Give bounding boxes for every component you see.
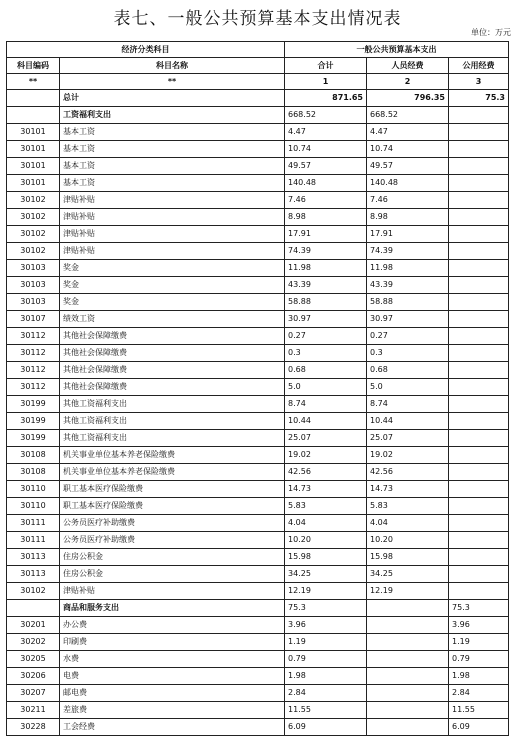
row-code: 30102 [7, 192, 60, 209]
header-total: 合计 [285, 58, 367, 74]
table-row [7, 226, 509, 243]
row-name: 印刷费 [60, 634, 285, 651]
row-personnel: 25.07 [367, 430, 449, 447]
table-row [7, 413, 509, 430]
row-name: 基本工资 [60, 141, 285, 158]
row-code: 30201 [7, 617, 60, 634]
header-personnel: 人员经费 [367, 58, 449, 74]
row-public [449, 498, 509, 515]
table-row [7, 566, 509, 583]
row-total: 43.39 [285, 277, 367, 294]
row-name: 基本工资 [60, 124, 285, 141]
row-code: 30108 [7, 447, 60, 464]
row-total: 14.73 [285, 481, 367, 498]
budget-table [6, 41, 509, 736]
row-total: 4.47 [285, 124, 367, 141]
header-col3: 3 [449, 74, 509, 90]
row-name: 电费 [60, 668, 285, 685]
row-name: 工资福利支出 [60, 107, 285, 124]
row-name: 公务员医疗补助缴费 [60, 515, 285, 532]
row-code [7, 107, 60, 124]
row-personnel [367, 634, 449, 651]
summary-total: 871.65 [285, 90, 367, 107]
row-personnel: 34.25 [367, 566, 449, 583]
row-name: 其他社会保障缴费 [60, 379, 285, 396]
row-total: 34.25 [285, 566, 367, 583]
row-personnel: 8.98 [367, 209, 449, 226]
row-total: 8.98 [285, 209, 367, 226]
row-name: 水费 [60, 651, 285, 668]
unit-label: 单位：万元 [471, 28, 511, 37]
row-total: 0.3 [285, 345, 367, 362]
table-row [7, 243, 509, 260]
row-code: 30102 [7, 226, 60, 243]
row-public: 0.79 [449, 651, 509, 668]
row-code: 30199 [7, 413, 60, 430]
row-public: 1.19 [449, 634, 509, 651]
row-total: 75.3 [285, 600, 367, 617]
row-total: 5.0 [285, 379, 367, 396]
table-row [7, 209, 509, 226]
row-personnel: 140.48 [367, 175, 449, 192]
page-title: 表七、一般公共预算基本支出情况表 [113, 9, 402, 29]
row-total: 30.97 [285, 311, 367, 328]
table-row [7, 345, 509, 362]
table-row [7, 396, 509, 413]
table-row [7, 175, 509, 192]
row-code: 30102 [7, 209, 60, 226]
row-public [449, 141, 509, 158]
row-code: 30112 [7, 362, 60, 379]
row-code: 30202 [7, 634, 60, 651]
row-public [449, 209, 509, 226]
row-total: 10.74 [285, 141, 367, 158]
row-public [449, 413, 509, 430]
table-row [7, 328, 509, 345]
row-name: 机关事业单位基本养老保险缴费 [60, 464, 285, 481]
row-public [449, 311, 509, 328]
row-public [449, 583, 509, 600]
row-code: 30113 [7, 549, 60, 566]
row-public [449, 107, 509, 124]
row-personnel: 43.39 [367, 277, 449, 294]
table-row [7, 277, 509, 294]
row-name: 其他社会保障缴费 [60, 345, 285, 362]
row-code: 30103 [7, 294, 60, 311]
row-total: 12.19 [285, 583, 367, 600]
row-public [449, 124, 509, 141]
table-row [7, 311, 509, 328]
header-budget-group: 一般公共预算基本支出 [285, 42, 509, 58]
row-total: 0.68 [285, 362, 367, 379]
header-name: 科目名称 [60, 58, 285, 74]
row-personnel [367, 651, 449, 668]
table-row [7, 124, 509, 141]
row-public [449, 294, 509, 311]
row-public [449, 345, 509, 362]
row-total: 58.88 [285, 294, 367, 311]
row-name: 职工基本医疗保险缴费 [60, 481, 285, 498]
row-public [449, 447, 509, 464]
row-name: 住房公积金 [60, 566, 285, 583]
row-code: 30112 [7, 379, 60, 396]
row-public [449, 328, 509, 345]
row-public: 6.09 [449, 719, 509, 736]
table-row [7, 464, 509, 481]
row-name: 机关事业单位基本养老保险缴费 [60, 447, 285, 464]
table-row [7, 532, 509, 549]
row-personnel: 11.98 [367, 260, 449, 277]
row-personnel: 12.19 [367, 583, 449, 600]
header-public: 公用经费 [449, 58, 509, 74]
header-row-marks [7, 74, 509, 90]
row-personnel [367, 719, 449, 736]
row-public: 1.98 [449, 668, 509, 685]
row-public [449, 379, 509, 396]
row-personnel: 4.04 [367, 515, 449, 532]
table-row [7, 634, 509, 651]
table-row [7, 498, 509, 515]
row-code: 30111 [7, 532, 60, 549]
table-row [7, 583, 509, 600]
row-name: 差旅费 [60, 702, 285, 719]
row-personnel: 5.0 [367, 379, 449, 396]
header-code: 科目编码 [7, 58, 60, 74]
row-personnel: 4.47 [367, 124, 449, 141]
row-total: 7.46 [285, 192, 367, 209]
row-total: 74.39 [285, 243, 367, 260]
row-personnel [367, 668, 449, 685]
table-row [7, 702, 509, 719]
table-row [7, 719, 509, 736]
row-name: 津贴补贴 [60, 243, 285, 260]
row-code: 30101 [7, 158, 60, 175]
row-name: 公务员医疗补助缴费 [60, 532, 285, 549]
row-personnel: 10.74 [367, 141, 449, 158]
table-row [7, 379, 509, 396]
row-total: 25.07 [285, 430, 367, 447]
row-public [449, 396, 509, 413]
row-name: 津贴补贴 [60, 583, 285, 600]
row-personnel: 14.73 [367, 481, 449, 498]
table-row [7, 481, 509, 498]
row-code: 30199 [7, 396, 60, 413]
row-public [449, 464, 509, 481]
row-public [449, 532, 509, 549]
row-personnel: 8.74 [367, 396, 449, 413]
row-code: 30101 [7, 124, 60, 141]
table-row [7, 515, 509, 532]
row-personnel: 42.56 [367, 464, 449, 481]
table-row [7, 141, 509, 158]
row-name: 津贴补贴 [60, 226, 285, 243]
row-name: 基本工资 [60, 158, 285, 175]
table-row [7, 430, 509, 447]
row-personnel: 7.46 [367, 192, 449, 209]
summary-code [7, 90, 60, 107]
row-public [449, 481, 509, 498]
row-public [449, 175, 509, 192]
row-code: 30113 [7, 566, 60, 583]
header-col2: 2 [367, 74, 449, 90]
row-personnel: 5.83 [367, 498, 449, 515]
row-personnel: 0.3 [367, 345, 449, 362]
row-code: 30103 [7, 277, 60, 294]
row-total: 2.84 [285, 685, 367, 702]
row-code: 30103 [7, 260, 60, 277]
row-public: 11.55 [449, 702, 509, 719]
row-name: 职工基本医疗保险缴费 [60, 498, 285, 515]
row-personnel [367, 702, 449, 719]
row-code: 30110 [7, 481, 60, 498]
summary-row [7, 90, 509, 107]
row-personnel: 17.91 [367, 226, 449, 243]
row-total: 11.55 [285, 702, 367, 719]
row-public [449, 158, 509, 175]
row-public [449, 549, 509, 566]
row-total: 8.74 [285, 396, 367, 413]
row-public [449, 226, 509, 243]
row-code: 30101 [7, 141, 60, 158]
table-row [7, 362, 509, 379]
row-personnel: 49.57 [367, 158, 449, 175]
row-personnel: 10.20 [367, 532, 449, 549]
row-name: 住房公积金 [60, 549, 285, 566]
row-total: 49.57 [285, 158, 367, 175]
header-row-group [7, 42, 509, 58]
row-total: 15.98 [285, 549, 367, 566]
row-public [449, 277, 509, 294]
table-row [7, 668, 509, 685]
row-name: 津贴补贴 [60, 209, 285, 226]
header-row-columns [7, 58, 509, 74]
row-personnel: 0.68 [367, 362, 449, 379]
row-total: 0.79 [285, 651, 367, 668]
row-personnel: 58.88 [367, 294, 449, 311]
summary-label: 总计 [60, 90, 285, 107]
row-personnel: 74.39 [367, 243, 449, 260]
summary-public: 75.3 [449, 90, 509, 107]
row-code: 30107 [7, 311, 60, 328]
table-row [7, 617, 509, 634]
table-row [7, 107, 509, 124]
row-total: 10.20 [285, 532, 367, 549]
table-row [7, 447, 509, 464]
row-name: 其他工资福利支出 [60, 413, 285, 430]
table-row [7, 158, 509, 175]
row-personnel [367, 600, 449, 617]
summary-personnel: 796.35 [367, 90, 449, 107]
table-row [7, 294, 509, 311]
row-public [449, 566, 509, 583]
row-name: 基本工资 [60, 175, 285, 192]
row-name: 其他社会保障缴费 [60, 362, 285, 379]
row-personnel: 10.44 [367, 413, 449, 430]
row-total: 668.52 [285, 107, 367, 124]
row-personnel: 30.97 [367, 311, 449, 328]
row-name: 奖金 [60, 277, 285, 294]
header-col1: 1 [285, 74, 367, 90]
row-total: 1.98 [285, 668, 367, 685]
table-row [7, 192, 509, 209]
row-name: 其他工资福利支出 [60, 430, 285, 447]
row-name: 办公费 [60, 617, 285, 634]
row-name: 邮电费 [60, 685, 285, 702]
row-code [7, 600, 60, 617]
row-code: 30108 [7, 464, 60, 481]
row-code: 30102 [7, 583, 60, 600]
row-personnel [367, 685, 449, 702]
row-public [449, 515, 509, 532]
row-public: 3.96 [449, 617, 509, 634]
row-total: 5.83 [285, 498, 367, 515]
row-name: 绩效工资 [60, 311, 285, 328]
table-row [7, 651, 509, 668]
row-name: 奖金 [60, 294, 285, 311]
row-code: 30228 [7, 719, 60, 736]
row-code: 30111 [7, 515, 60, 532]
row-total: 4.04 [285, 515, 367, 532]
row-code: 30112 [7, 328, 60, 345]
row-total: 140.48 [285, 175, 367, 192]
row-name: 其他社会保障缴费 [60, 328, 285, 345]
row-code: 30205 [7, 651, 60, 668]
row-code: 30102 [7, 243, 60, 260]
row-personnel: 19.02 [367, 447, 449, 464]
row-total: 1.19 [285, 634, 367, 651]
row-name: 商品和服务支出 [60, 600, 285, 617]
table-row [7, 685, 509, 702]
row-personnel: 15.98 [367, 549, 449, 566]
row-personnel: 0.27 [367, 328, 449, 345]
table-row [7, 549, 509, 566]
row-total: 17.91 [285, 226, 367, 243]
row-code: 30112 [7, 345, 60, 362]
row-personnel [367, 617, 449, 634]
row-public: 2.84 [449, 685, 509, 702]
row-public [449, 430, 509, 447]
row-code: 30101 [7, 175, 60, 192]
row-name: 其他工资福利支出 [60, 396, 285, 413]
row-code: 30206 [7, 668, 60, 685]
row-total: 3.96 [285, 617, 367, 634]
row-total: 42.56 [285, 464, 367, 481]
header-name-mark: ** [60, 74, 285, 90]
row-public [449, 362, 509, 379]
table-row [7, 600, 509, 617]
row-personnel: 668.52 [367, 107, 449, 124]
row-total: 11.98 [285, 260, 367, 277]
row-name: 奖金 [60, 260, 285, 277]
row-public: 75.3 [449, 600, 509, 617]
row-total: 0.27 [285, 328, 367, 345]
table-row [7, 260, 509, 277]
row-public [449, 243, 509, 260]
row-code: 30207 [7, 685, 60, 702]
row-total: 19.02 [285, 447, 367, 464]
row-code: 30199 [7, 430, 60, 447]
row-code: 30211 [7, 702, 60, 719]
row-name: 津贴补贴 [60, 192, 285, 209]
row-code: 30110 [7, 498, 60, 515]
row-name: 工会经费 [60, 719, 285, 736]
header-code-mark: ** [7, 74, 60, 90]
header-econ-class: 经济分类科目 [7, 42, 285, 58]
row-total: 6.09 [285, 719, 367, 736]
row-public [449, 192, 509, 209]
row-public [449, 260, 509, 277]
row-total: 10.44 [285, 413, 367, 430]
